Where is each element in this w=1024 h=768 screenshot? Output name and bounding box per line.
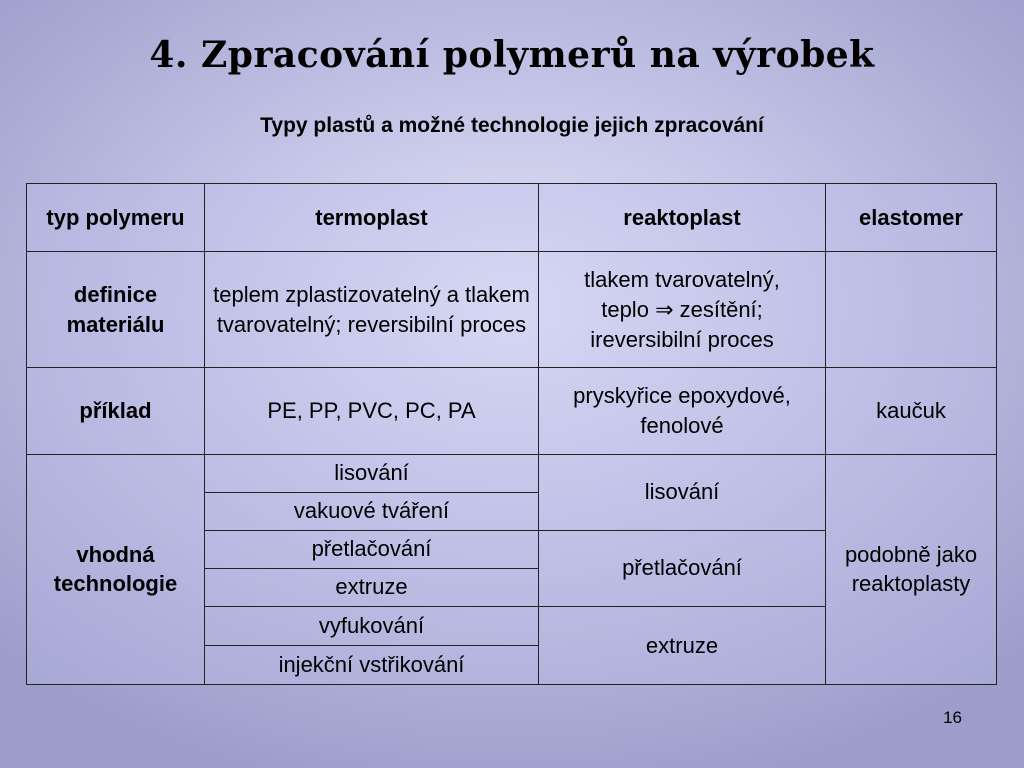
table-row-definition <box>27 252 997 368</box>
technology-termoplast-item: vakuové tváření <box>205 492 539 530</box>
definition-reaktoplast-line1: tlakem tvarovatelný, <box>584 267 780 293</box>
cell-example-reaktoplast: pryskyřice epoxydové, fenolové <box>539 368 826 454</box>
table-header-row <box>27 184 997 252</box>
header-elastomer: elastomer <box>826 184 997 252</box>
table-row-example <box>27 368 997 454</box>
definition-reaktoplast-line2a: teplo <box>601 296 649 322</box>
technology-reaktoplast-item: přetlačování <box>539 530 826 606</box>
technology-termoplast-item: přetlačování <box>205 530 539 568</box>
definition-reaktoplast-line3: ireversibilní proces <box>590 326 774 352</box>
technology-termoplast-item: vyfukování <box>205 606 539 645</box>
row-label-technology: vhodná technologie <box>27 454 205 684</box>
technology-termoplast-item: injekční vstřikování <box>205 645 539 684</box>
slide-title: 4. Zpracování polymerů na výrobek <box>149 34 875 76</box>
technology-termoplast-item: lisování <box>205 454 539 492</box>
header-typ-polymeru: typ polymeru <box>27 184 205 252</box>
cell-definition-reaktoplast <box>539 252 826 368</box>
cell-example-termoplast: PE, PP, PVC, PC, PA <box>205 368 539 454</box>
technology-elastomer: podobně jako reaktoplasty <box>826 454 997 684</box>
technology-reaktoplast-item: lisování <box>539 454 826 530</box>
page-number: 16 <box>943 708 962 727</box>
implies-arrow-icon: ⇒ <box>655 296 674 322</box>
cell-definition-termoplast: teplem zplastizovatelný a tlakem tvarovatelný; reversibilní proces <box>205 252 539 368</box>
polymer-table <box>26 183 997 685</box>
technology-termoplast-item: extruze <box>205 568 539 606</box>
row-label-definition: definice materiálu <box>27 252 205 368</box>
header-termoplast: termoplast <box>205 184 539 252</box>
cell-definition-elastomer <box>826 252 997 368</box>
slide-subtitle: Typy plastů a možné technologie jejich zpracování <box>260 114 764 137</box>
table-row-technology <box>27 454 997 492</box>
header-reaktoplast: reaktoplast <box>539 184 826 252</box>
cell-example-elastomer: kaučuk <box>826 368 997 454</box>
technology-reaktoplast-item: extruze <box>539 606 826 684</box>
row-label-example: příklad <box>27 368 205 454</box>
definition-reaktoplast-line2b: zesítění; <box>679 296 763 322</box>
